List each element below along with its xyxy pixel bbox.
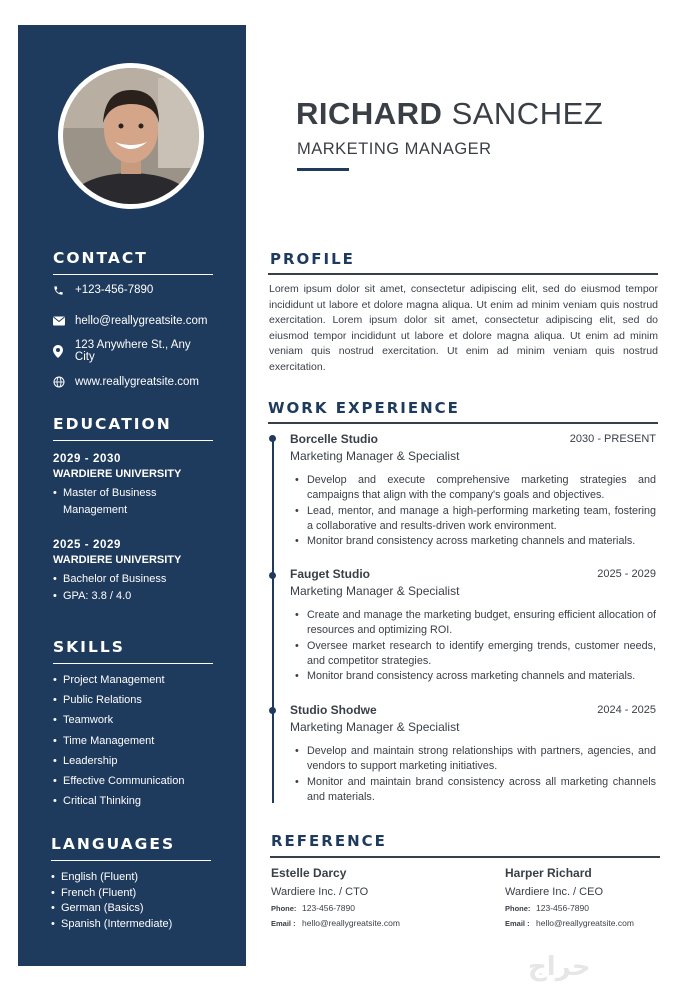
contact-section: [53, 249, 213, 397]
education-years: 2025 - 2029: [53, 539, 121, 551]
reference-divider: [270, 856, 660, 858]
profile-text: Lorem ipsum dolor sit amet, consectetur adipiscing elit, sed do eiusmod tempor incididunt ut labore et dolore magna aliqua. Ut enim ad minim veniam quis nostrud exercitation. Lorem ipsum dolor sit amet, consectetur adipiscing elit, sed do eiusmod tempor incididunt ut labore et dolore magna aliqua. Ut enim ad minim veniam quis nostrud exercitation. Ut enim ad minim veniam quis nostrud exercitation.: [269, 283, 658, 373]
language-item: • German (Basics): [51, 901, 211, 917]
reference-company: Wardiere Inc. / CEO: [505, 886, 604, 898]
job-bullet: • Monitor brand consistency across marketing channels and materials.: [290, 669, 656, 684]
timeline-dot: [269, 435, 276, 442]
language-item: • Spanish (Intermediate): [51, 917, 211, 933]
skill-item: • Project Management: [53, 670, 213, 690]
job-bullet: • Develop and maintain strong relationships with partners, agencies, and vendors to support marketing initiatives.: [290, 744, 656, 775]
contact-website-text: www.reallygreatsite.com: [75, 375, 199, 388]
reference-phone: [271, 903, 431, 913]
reference-email-value: hello@reallygreatsite.com: [536, 918, 634, 928]
education-university: WARDIERE UNIVERSITY: [53, 554, 182, 566]
reference-company: Wardiere Inc. / CTO: [271, 886, 369, 898]
skill-item: • Teamwork: [53, 710, 213, 730]
reference-email-value: hello@reallygreatsite.com: [302, 918, 400, 928]
reference-phone-value: 123-456-7890: [302, 903, 355, 913]
education-entry: [53, 453, 213, 519]
job-title: Marketing Manager & Specialist: [290, 584, 460, 598]
education-section: [53, 415, 213, 605]
contact-phone-text: +123-456-7890: [75, 284, 154, 297]
education-years: 2029 - 2030: [53, 453, 121, 465]
profile-divider: [268, 273, 658, 275]
job-bullet: • Lead, mentor, and manage a high-performing marketing team, fostering a collaborative and results-driven work environment.: [290, 504, 656, 535]
languages-heading: LANGUAGES: [51, 835, 211, 861]
work-divider: [268, 422, 658, 424]
contact-address-text: 123 Anywhere St., Any City: [74, 339, 191, 364]
job-bullet: • Monitor brand consistency across marketing channels and materials.: [290, 534, 656, 549]
reference-email: [505, 918, 665, 928]
job-title: Marketing Manager & Specialist: [290, 720, 460, 734]
job-dates: 2025 - 2029: [597, 568, 656, 580]
job-dates: 2024 - 2025: [597, 704, 656, 716]
phone-icon: [53, 285, 75, 296]
job-title: Marketing Manager & Specialist: [290, 449, 460, 463]
watermark: حراج: [528, 952, 591, 982]
profile-photo: [63, 68, 199, 204]
language-item: • English (Fluent): [51, 870, 211, 886]
profile-photo-frame: [58, 63, 204, 209]
reference-phone: [505, 903, 665, 913]
job-entry: [290, 432, 656, 549]
timeline-dot: [269, 572, 276, 579]
first-name: RICHARD: [296, 96, 443, 131]
skills-section: [53, 638, 213, 811]
job-company: Borcelle Studio: [290, 432, 379, 446]
phone-label: Phone:: [505, 904, 531, 913]
job-entry: [290, 703, 656, 805]
education-heading: EDUCATION: [53, 415, 213, 441]
skill-item: • Leadership: [53, 751, 213, 771]
reference-email: [271, 918, 431, 928]
last-name: SANCHEZ: [451, 96, 604, 131]
education-detail: • GPA: 3.8 / 4.0: [53, 588, 213, 605]
education-detail: • Bachelor of Business: [53, 571, 213, 588]
job-bullet: • Develop and execute comprehensive marketing strategies and campaigns that align with the company's goals and objectives.: [290, 473, 656, 504]
location-icon: [53, 345, 75, 358]
contact-website: [53, 367, 213, 398]
languages-section: [51, 835, 211, 932]
header-underline: [297, 168, 349, 171]
skills-heading: SKILLS: [53, 638, 213, 664]
education-entry: [53, 539, 213, 605]
reference-phone-value: 123-456-7890: [536, 903, 589, 913]
email-label: Email :: [271, 919, 296, 928]
contact-email-text: hello@reallygreatsite.com: [75, 314, 208, 327]
email-label: Email :: [505, 919, 530, 928]
profile-heading: PROFILE: [270, 250, 355, 268]
sidebar: [18, 25, 246, 966]
job-bullet: • Oversee market research to identify emerging trends, customer needs, and competitor strategies.: [290, 639, 656, 670]
job-company: Fauget Studio: [290, 567, 370, 581]
job-bullet: • Create and manage the marketing budget, ensuring efficient allocation of resources and optimizing ROI.: [290, 608, 656, 639]
language-item: • French (Fluent): [51, 886, 211, 902]
skill-item: • Effective Communication: [53, 771, 213, 791]
email-icon: [53, 316, 75, 326]
job-bullet: • Monitor and maintain brand consistency across all marketing channels and materials.: [290, 775, 656, 806]
candidate-name: [296, 96, 603, 132]
reference-entry: [271, 866, 431, 928]
globe-icon: [53, 376, 75, 388]
job-entry: [290, 567, 656, 684]
skill-item: • Critical Thinking: [53, 791, 213, 811]
timeline-line: [272, 438, 274, 803]
contact-email: [53, 306, 213, 337]
reference-name: Estelle Darcy: [271, 866, 347, 880]
contact-phone: [53, 275, 213, 306]
contact-heading: CONTACT: [53, 249, 213, 275]
skill-item: • Time Management: [53, 731, 213, 751]
job-company: Studio Shodwe: [290, 703, 377, 717]
education-university: WARDIERE UNIVERSITY: [53, 468, 182, 480]
timeline-dot: [269, 707, 276, 714]
reference-name: Harper Richard: [505, 866, 592, 880]
contact-address: [53, 336, 213, 367]
skill-item: • Public Relations: [53, 690, 213, 710]
job-dates: 2030 - PRESENT: [569, 433, 656, 445]
reference-heading: REFERENCE: [271, 832, 387, 850]
candidate-role: MARKETING MANAGER: [297, 140, 492, 158]
education-detail: • Master of Business Management: [53, 485, 213, 519]
work-experience-heading: WORK EXPERIENCE: [268, 399, 460, 417]
reference-entry: [505, 866, 665, 928]
phone-label: Phone:: [271, 904, 297, 913]
